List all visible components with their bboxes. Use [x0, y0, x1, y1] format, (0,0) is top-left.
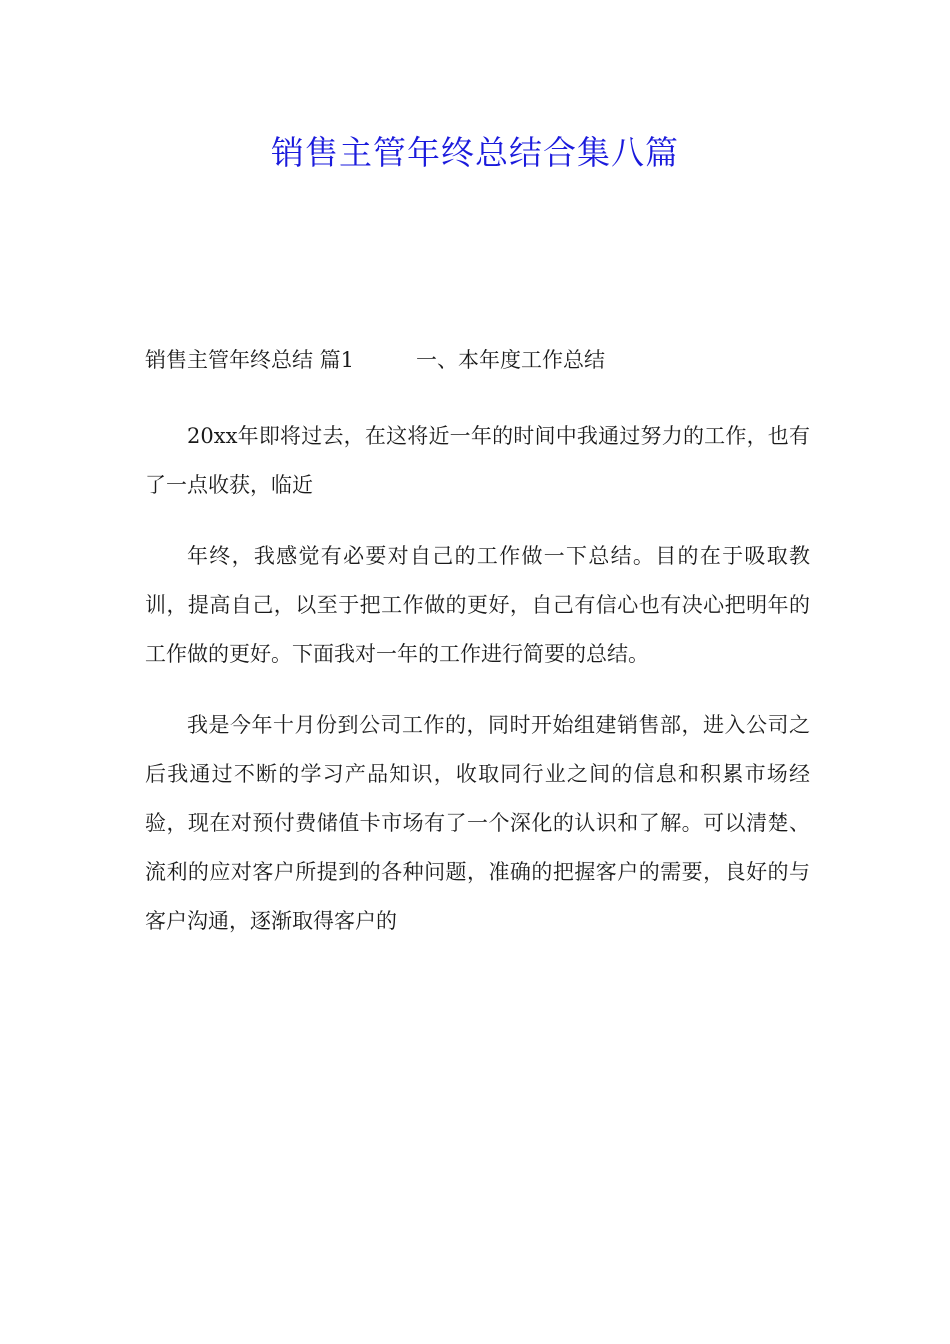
document-body: [145, 412, 810, 968]
section-label: 销售主管年终总结 篇1: [145, 348, 355, 372]
section-subheading: 一、本年度工作总结: [416, 348, 606, 372]
section-heading: [145, 343, 605, 377]
paragraph: 年终，我感觉有必要对自己的工作做一下总结。目的在于吸取教训，提高自己，以至于把工作做的更好，自己有信心也有决心把明年的工作做的更好。下面我对一年的工作进行简要的总结。: [145, 544, 810, 666]
document-title: 销售主管年终总结合集八篇: [271, 133, 679, 172]
paragraph: 20xx年即将过去，在这将近一年的时间中我通过努力的工作，也有了一点收获，临近: [145, 424, 810, 497]
paragraph: 我是今年十月份到公司工作的，同时开始组建销售部，进入公司之后我通过不断的学习产品知识，收取同行业之间的信息和积累市场经验，现在对预付费储值卡市场有了一个深化的认识和了解。可以清楚、流利的应对客户所提到的各种问题，准确的把握客户的需要，良好的与客户沟通，逐渐取得客户的: [145, 713, 810, 933]
